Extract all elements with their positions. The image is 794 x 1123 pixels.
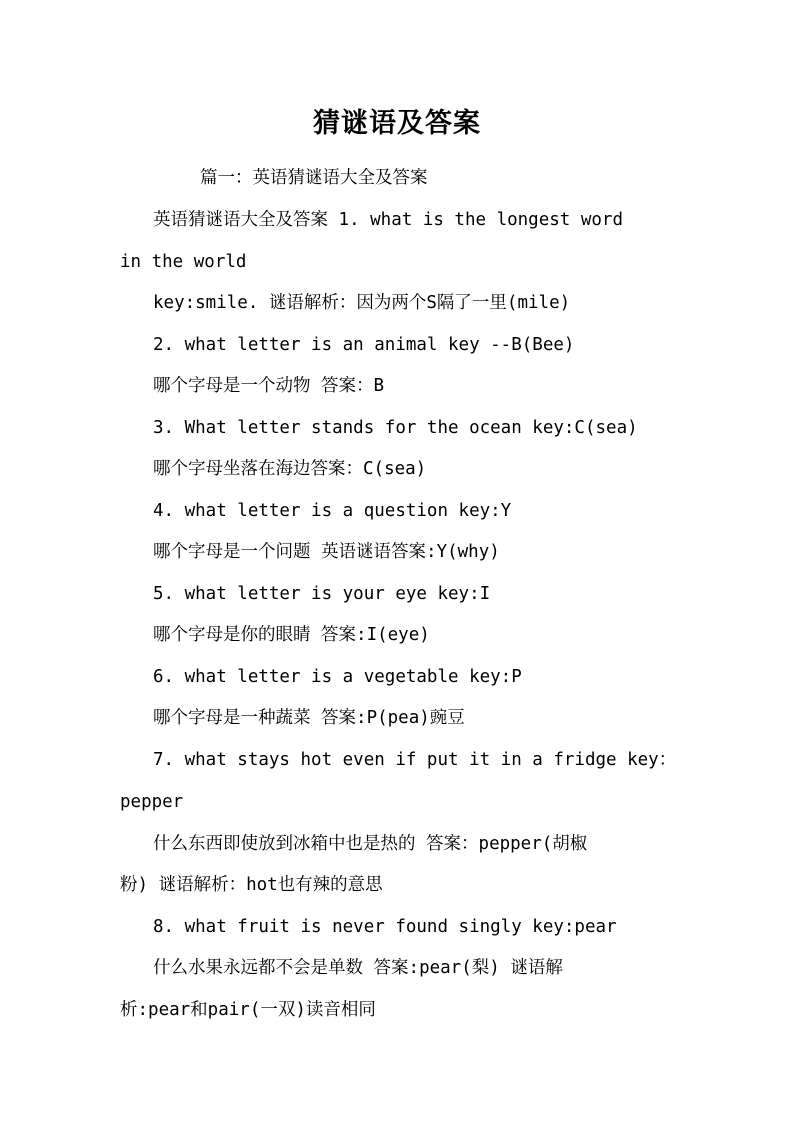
paragraph-line: key:smile. 谜语解析：因为两个S隔了一里(mile) [153,293,571,313]
paragraph-line: 哪个字母是你的眼睛 答案:I(eye) [153,625,430,645]
paragraph-line: 哪个字母是一种蔬菜 答案:P(pea)豌豆 [153,708,465,728]
document-title: 猜谜语及答案 [313,108,481,139]
paragraph-line: 6. what letter is a vegetable key:P [153,667,522,687]
paragraph-line: 英语猜谜语大全及答案 1. what is the longest word [153,210,624,230]
paragraph-line: 7. what stays hot even if put it in a fridge key： [153,750,677,770]
section-heading: 篇一：英语猜谜语大全及答案 [200,168,428,188]
paragraph-line: 哪个字母坐落在海边答案：C(sea) [153,459,427,479]
paragraph-line: 哪个字母是一个动物 答案：B [153,376,385,396]
paragraph-line: 粉) 谜语解析：hot也有辣的意思 [120,875,383,895]
paragraph-line: 8. what fruit is never found singly key:pear [153,917,617,937]
paragraph-line: 哪个字母是一个问题 英语谜语答案:Y(why) [153,542,500,562]
paragraph-line: in the world [120,252,247,272]
paragraph-line: 2. what letter is an animal key --B(Bee) [153,335,575,355]
paragraph-line: pepper [120,792,184,812]
paragraph-line: 4. what letter is a question key:Y [153,501,512,521]
paragraph-line: 什么水果永远都不会是单数 答案:pear(梨) 谜语解 [153,958,563,978]
paragraph-line: 析:pear和pair(一双)读音相同 [120,1000,376,1020]
paragraph-line: 5. what letter is your eye key:I [153,584,491,604]
paragraph-line: 什么东西即使放到冰箱中也是热的 答案：pepper(胡椒 [153,834,588,854]
paragraph-line: 3. What letter stands for the ocean key:C(sea) [153,418,638,438]
